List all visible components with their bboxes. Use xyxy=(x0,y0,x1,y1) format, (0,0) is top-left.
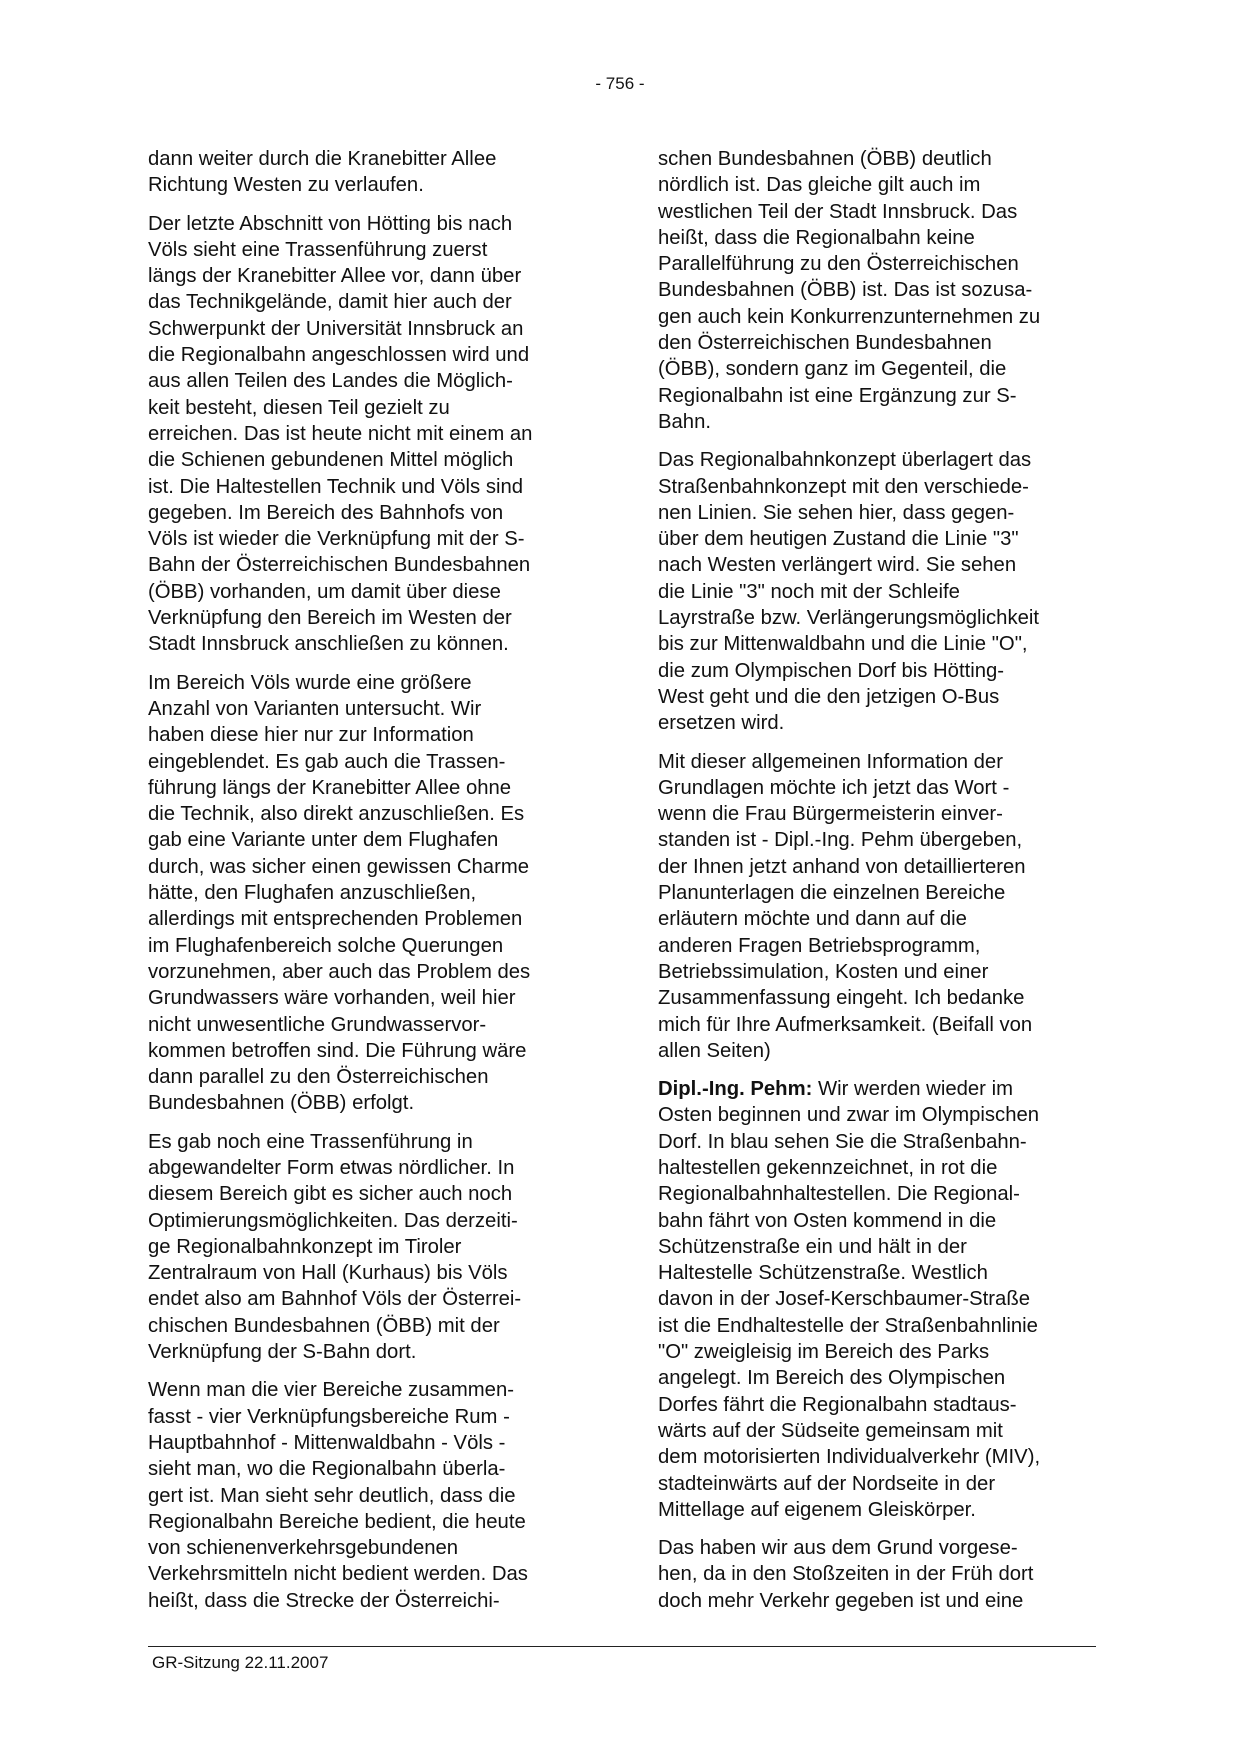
text-line: Schwerpunkt der Universität Innsbruck an xyxy=(148,317,524,340)
text-line: bis zur Mittenwaldbahn und die Linie "O", xyxy=(658,633,1028,656)
text-line: wärts auf der Südseite gemeinsam mit xyxy=(658,1419,1003,1442)
text-line: erreichen. Das ist heute nicht mit einem an xyxy=(148,422,533,445)
text-line: angelegt. Im Bereich des Olympischen xyxy=(658,1367,1006,1390)
text-line: Völs sieht eine Trassenführung zuerst xyxy=(148,238,488,261)
text-line: ersetzen wird. xyxy=(658,712,785,735)
text-line: "O" zweigleisig im Bereich des Parks xyxy=(658,1341,990,1364)
text-line: Wenn man die vier Bereiche zusammen- xyxy=(148,1379,514,1402)
text-line: Grundwassers wäre vorhanden, weil hier xyxy=(148,987,516,1010)
text-line: haben diese hier nur zur Information xyxy=(148,724,474,747)
text-line: heißt, dass die Strecke der Österreichi- xyxy=(148,1589,500,1612)
page-number: - 756 - xyxy=(595,74,645,93)
text-line: kommen betroffen sind. Die Führung wäre xyxy=(148,1039,527,1062)
text-line: gab eine Variante unter dem Flughafen xyxy=(148,829,499,852)
text-line: die Regionalbahn angeschlossen wird und xyxy=(148,344,530,367)
text-line: dem motorisierten Individualverkehr (MIV), xyxy=(658,1446,1041,1469)
text-line: Schützenstraße ein und hält in der xyxy=(658,1235,967,1258)
text-line: (ÖBB), sondern ganz im Gegenteil, die xyxy=(658,358,1007,381)
text-line: Bahn. xyxy=(658,410,712,433)
speaker-label: Dipl.-Ing. Pehm: xyxy=(658,1078,813,1101)
text-line: nicht unwesentliche Grundwasservor- xyxy=(148,1013,487,1036)
text-line: nördlich ist. Das gleiche gilt auch im xyxy=(658,174,981,197)
text-line: fasst - vier Verknüpfungsbereiche Rum - xyxy=(148,1405,510,1428)
text-line: standen ist - Dipl.-Ing. Pehm übergeben, xyxy=(658,829,1023,852)
text-line: Das Regionalbahnkonzept überlagert das xyxy=(658,449,1032,472)
text-line: führung längs der Kranebitter Allee ohne xyxy=(148,776,512,799)
text-line: vorzunehmen, aber auch das Problem des xyxy=(148,960,531,983)
text-line: westlichen Teil der Stadt Innsbruck. Das xyxy=(658,200,1018,223)
text-line: Regionalbahn ist eine Ergänzung zur S- xyxy=(658,384,1017,407)
text-line: Planunterlagen die einzelnen Bereiche xyxy=(658,882,1006,905)
text-line: schen Bundesbahnen (ÖBB) deutlich xyxy=(658,148,992,170)
text-line: Bundesbahnen (ÖBB) ist. Das ist sozusa- xyxy=(658,279,1033,302)
text-line: ist. Die Haltestellen Technik und Völs sind xyxy=(148,475,524,498)
text-line: Der letzte Abschnitt von Hötting bis nach xyxy=(148,212,513,235)
paragraph xyxy=(148,211,588,658)
text-line: eingeblendet. Es gab auch die Trassen- xyxy=(148,750,506,773)
text-line: Mittellage auf eigenem Gleiskörper. xyxy=(658,1498,976,1521)
text-line: über dem heutigen Zustand die Linie "3" xyxy=(658,528,1019,551)
text-line: (ÖBB) vorhanden, um damit über diese xyxy=(148,580,501,603)
text-line: erläutern möchte und dann auf die xyxy=(658,908,967,931)
text-line: stadteinwärts auf der Nordseite in der xyxy=(658,1472,996,1495)
text-line: diesem Bereich gibt es sicher auch noch xyxy=(148,1183,513,1206)
text-line: anderen Fragen Betriebsprogramm, xyxy=(658,934,981,957)
text-line: aus allen Teilen des Landes die Möglich- xyxy=(148,370,513,393)
text-line: keit besteht, diesen Teil gezielt zu xyxy=(148,396,450,419)
text-line: Stadt Innsbruck anschließen zu können. xyxy=(148,633,509,656)
text-line: Verknüpfung der S-Bahn dort. xyxy=(148,1341,417,1364)
text-line: Dorfes fährt die Regionalbahn stadtaus- xyxy=(658,1393,1017,1416)
text-line: die Schienen gebundenen Mittel möglich xyxy=(148,449,514,472)
text-line: Es gab noch eine Trassenführung in xyxy=(148,1130,473,1153)
text-line: Im Bereich Völs wurde eine größere xyxy=(148,671,472,694)
text-line: im Flughafenbereich solche Querungen xyxy=(148,934,504,957)
text-line: nach Westen verlängert wird. Sie sehen xyxy=(658,554,1017,577)
text-line: Osten beginnen und zwar im Olympischen xyxy=(658,1104,1040,1127)
text-line: Völs ist wieder die Verknüpfung mit der S- xyxy=(148,528,525,551)
text-line: Bahn der Österreichischen Bundesbahnen xyxy=(148,554,531,577)
text-line: ge Regionalbahnkonzept im Tiroler xyxy=(148,1235,462,1258)
text-line: durch, was sicher einen gewissen Charme xyxy=(148,855,530,878)
paragraph xyxy=(148,1129,588,1366)
text-line: Dorf. In blau sehen Sie die Straßenbahn- xyxy=(658,1130,1027,1153)
text-line: Optimierungsmöglichkeiten. Das derzeiti- xyxy=(148,1209,518,1232)
text-line: die zum Olympischen Dorf bis Hötting- xyxy=(658,659,1005,682)
paragraph xyxy=(148,1377,588,1614)
text-line: Layrstraße bzw. Verlängerungsmöglichkeit xyxy=(658,607,1040,630)
text-line: mich für Ihre Aufmerksamkeit. (Beifall von xyxy=(658,1013,1033,1036)
text-line: Grundlagen möchte ich jetzt das Wort - xyxy=(658,776,1010,799)
paragraph xyxy=(658,1535,1098,1614)
text-line: gegeben. Im Bereich des Bahnhofs von xyxy=(148,501,504,524)
text-line: Straßenbahnkonzept mit den verschiede- xyxy=(658,475,1029,498)
text-line: Bundesbahnen (ÖBB) erfolgt. xyxy=(148,1092,415,1115)
text-line: längs der Kranebitter Allee vor, dann über xyxy=(148,265,522,288)
text-line: Haltestelle Schützenstraße. Westlich xyxy=(658,1262,988,1285)
text-line: abgewandelter Form etwas nördlicher. In xyxy=(148,1156,515,1179)
text-line: West geht und die den jetzigen O-Bus xyxy=(658,685,1000,708)
paragraph xyxy=(658,749,1098,1065)
text-line: doch mehr Verkehr gegeben ist und eine xyxy=(658,1589,1024,1612)
text-line: endet also am Bahnhof Völs der Österrei- xyxy=(148,1288,522,1311)
text-line: nen Linien. Sie sehen hier, dass gegen- xyxy=(658,501,1015,524)
text-column-left xyxy=(148,146,588,1626)
text-line: davon in der Josef-Kerschbaumer-Straße xyxy=(658,1288,1030,1311)
paragraph xyxy=(148,670,588,1117)
text-line: heißt, dass die Regionalbahn keine xyxy=(658,226,975,249)
text-line: Mit dieser allgemeinen Information der xyxy=(658,750,1003,773)
text-line: hen, da in den Stoßzeiten in der Früh dort xyxy=(658,1563,1034,1586)
text-column-right xyxy=(658,146,1098,1626)
text-line: Richtung Westen zu verlaufen. xyxy=(148,174,424,197)
text-line: Anzahl von Varianten untersucht. Wir xyxy=(148,697,482,720)
text-line: gert ist. Man sieht sehr deutlich, dass die xyxy=(148,1484,516,1507)
text-line: die Technik, also direkt anzuschließen. Es xyxy=(148,803,525,826)
text-line: sieht man, wo die Regionalbahn überla- xyxy=(148,1458,506,1481)
text-line: allerdings mit entsprechenden Problemen xyxy=(148,908,523,931)
footer-rule xyxy=(148,1646,1096,1647)
text-line: wenn die Frau Bürgermeisterin einver- xyxy=(658,803,1003,826)
text-line: Dipl.-Ing. Pehm: Wir werden wieder im xyxy=(658,1078,1013,1101)
paragraph xyxy=(148,146,588,199)
text-line: Regionalbahnhaltestellen. Die Regional- xyxy=(658,1183,1020,1206)
text-line: Zentralraum von Hall (Kurhaus) bis Völs xyxy=(148,1262,508,1285)
text-line: das Technikgelände, damit hier auch der xyxy=(148,291,512,314)
text-line: den Österreichischen Bundesbahnen xyxy=(658,332,992,355)
text-line: haltestellen gekennzeichnet, in rot die xyxy=(658,1156,998,1179)
text-line: von schienenverkehrsgebundenen xyxy=(148,1537,459,1560)
text-line: der Ihnen jetzt anhand von detaillierteren xyxy=(658,855,1026,878)
text-line: hätte, den Flughafen anzuschließen, xyxy=(148,882,477,905)
text-line: gen auch kein Konkurrenzunternehmen zu xyxy=(658,305,1041,328)
text-line: dann weiter durch die Kranebitter Allee xyxy=(148,148,497,170)
text-line: Regionalbahn Bereiche bedient, die heute xyxy=(148,1510,526,1533)
text-line: allen Seiten) xyxy=(658,1039,771,1062)
text-line: Verknüpfung den Bereich im Westen der xyxy=(148,607,512,630)
text-line: dann parallel zu den Österreichischen xyxy=(148,1066,489,1089)
text-line: Parallelführung zu den Österreichischen xyxy=(658,253,1019,276)
text-line: Verkehrsmitteln nicht bedient werden. Das xyxy=(148,1563,528,1586)
text-line: chischen Bundesbahnen (ÖBB) mit der xyxy=(148,1314,500,1337)
text-line: die Linie "3" noch mit der Schleife xyxy=(658,580,960,603)
footer-text: GR-Sitzung 22.11.2007 xyxy=(152,1653,329,1672)
text-line: ist die Endhaltestelle der Straßenbahnlinie xyxy=(658,1314,1038,1337)
text-line: bahn fährt von Osten kommend in die xyxy=(658,1209,997,1232)
text-line: Hauptbahnhof - Mittenwaldbahn - Völs - xyxy=(148,1431,506,1454)
paragraph xyxy=(658,146,1098,435)
paragraph xyxy=(658,1076,1098,1523)
paragraph xyxy=(658,447,1098,736)
text-line: Betriebssimulation, Kosten und einer xyxy=(658,960,989,983)
text-line: Zusammenfassung eingeht. Ich bedanke xyxy=(658,987,1025,1010)
text-line: Das haben wir aus dem Grund vorgese- xyxy=(658,1537,1018,1560)
